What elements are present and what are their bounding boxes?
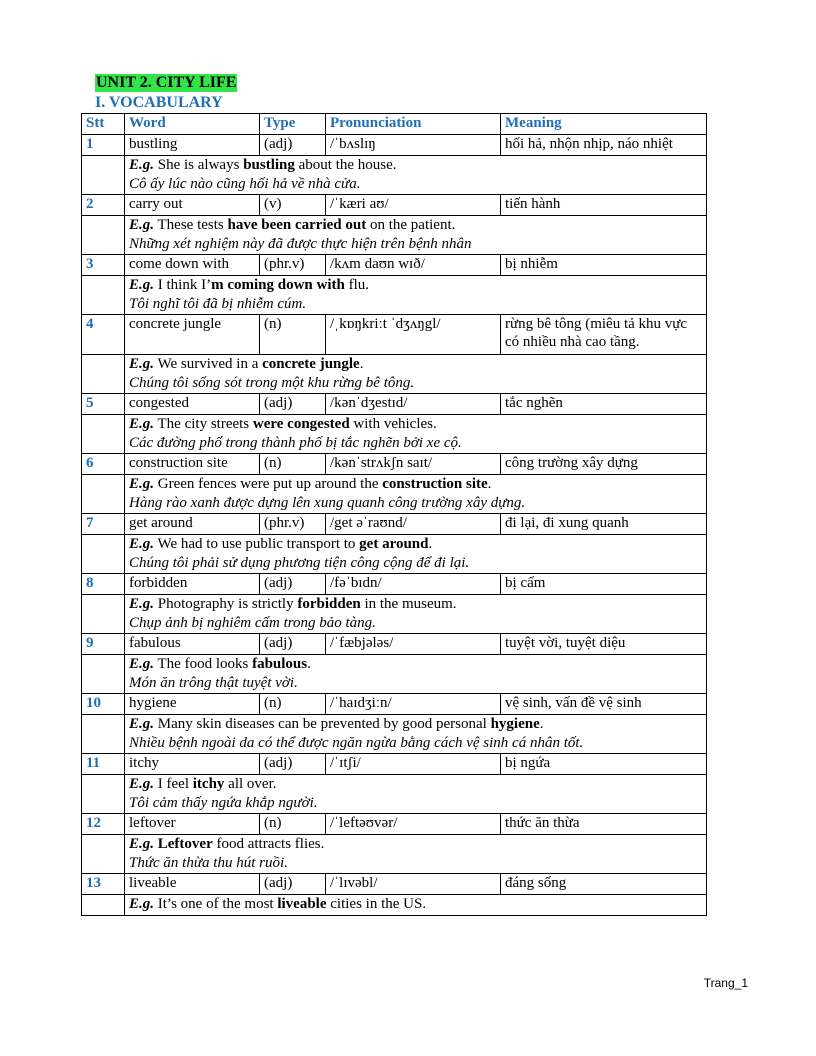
entry-number: 13 — [82, 874, 125, 895]
eg-label: E.g. — [129, 476, 155, 492]
example-cell — [125, 156, 707, 195]
entry-pronunciation: /fəˈbɪdn/ — [326, 574, 501, 595]
example-text-before: Photography is strictly — [157, 596, 298, 612]
example-keyword: forbidden — [297, 596, 361, 612]
vocabulary-body — [82, 135, 707, 916]
example-vietnamese: Nhiều bệnh ngoài da có thể được ngăn ngừa bằng cách vệ sinh cá nhân tốt. — [129, 735, 584, 751]
entry-word: forbidden — [125, 574, 260, 595]
example-cell — [125, 355, 707, 394]
example-spacer-cell — [82, 216, 125, 255]
example-vietnamese: Thức ăn thừa thu hút ruồi. — [129, 855, 288, 871]
example-cell — [125, 655, 707, 694]
entry-meaning: vệ sinh, vấn đề vệ sinh — [501, 694, 707, 715]
table-row — [82, 754, 707, 775]
example-text-before: The food looks — [157, 656, 253, 672]
table-row — [82, 454, 707, 475]
example-row — [82, 355, 707, 394]
example-text-after: . — [307, 656, 311, 672]
table-row — [82, 814, 707, 835]
entry-pronunciation: /ˈlɪvəbl/ — [326, 874, 501, 895]
example-vietnamese: Chụp ảnh bị nghiêm cấm trong bảo tàng. — [129, 615, 376, 631]
table-row — [82, 315, 707, 355]
entry-meaning: bị ngứa — [501, 754, 707, 775]
eg-label: E.g. — [129, 836, 155, 852]
example-text-before: The city streets — [157, 416, 253, 432]
header-type: Type — [260, 114, 326, 135]
example-row — [82, 775, 707, 814]
example-row — [82, 655, 707, 694]
example-english — [129, 156, 702, 175]
entry-number: 4 — [82, 315, 125, 355]
entry-word: leftover — [125, 814, 260, 835]
entry-meaning: tiến hành — [501, 195, 707, 216]
eg-label: E.g. — [129, 896, 155, 912]
example-cell — [125, 475, 707, 514]
table-row — [82, 874, 707, 895]
example-spacer-cell — [82, 655, 125, 694]
entry-meaning: công trường xây dựng — [501, 454, 707, 475]
table-header-row — [82, 114, 707, 135]
entry-number: 6 — [82, 454, 125, 475]
entry-type: (n) — [260, 814, 326, 835]
example-spacer-cell — [82, 156, 125, 195]
example-row — [82, 535, 707, 574]
entry-meaning: đi lại, đi xung quanh — [501, 514, 707, 535]
entry-type: (n) — [260, 694, 326, 715]
entry-word: hygiene — [125, 694, 260, 715]
entry-type: (adj) — [260, 874, 326, 895]
example-text-before: We had to use public transport to — [157, 536, 360, 552]
header-meaning: Meaning — [501, 114, 707, 135]
table-row — [82, 195, 707, 216]
example-row — [82, 156, 707, 195]
example-english — [129, 355, 702, 374]
example-cell — [125, 895, 707, 916]
example-keyword: construction site — [382, 476, 488, 492]
entry-pronunciation: /ˈhaɪdʒiːn/ — [326, 694, 501, 715]
example-text-after: . — [539, 716, 544, 732]
entry-type: (v) — [260, 195, 326, 216]
example-text-after: food attracts flies. — [212, 836, 325, 852]
entry-type: (adj) — [260, 394, 326, 415]
example-keyword: get around — [359, 536, 429, 552]
example-text-after: about the house. — [294, 157, 397, 173]
example-keyword: were congested — [252, 416, 350, 432]
entry-meaning: bị nhiễm — [501, 255, 707, 276]
example-row — [82, 895, 707, 916]
entry-type: (phr.v) — [260, 514, 326, 535]
eg-label: E.g. — [129, 536, 155, 552]
section-title: I. VOCABULARY — [95, 94, 223, 111]
example-keyword: itchy — [192, 776, 225, 792]
table-row — [82, 694, 707, 715]
unit-title: UNIT 2. CITY LIFE — [96, 74, 237, 91]
example-text-after: flu. — [344, 277, 370, 293]
example-vietnamese: Tôi cảm thấy ngứa khắp người. — [129, 795, 318, 811]
example-english — [129, 475, 702, 494]
entry-word: get around — [125, 514, 260, 535]
example-row — [82, 835, 707, 874]
entry-word: construction site — [125, 454, 260, 475]
example-vietnamese: Những xét nghiệm này đã được thực hiện trên bệnh nhân — [129, 236, 472, 252]
entry-pronunciation: /kənˈstrʌkʃn saɪt/ — [326, 454, 501, 475]
example-keyword: have been carried out — [227, 217, 367, 233]
example-text-after: all over. — [224, 776, 277, 792]
example-english — [129, 216, 702, 235]
eg-label: E.g. — [129, 157, 155, 173]
eg-label: E.g. — [129, 277, 155, 293]
example-text-before: Many skin diseases can be prevented by good personal — [157, 716, 491, 732]
entry-number: 5 — [82, 394, 125, 415]
example-keyword: fabulous — [252, 656, 308, 672]
example-text-before: She is always — [157, 157, 244, 173]
example-row — [82, 475, 707, 514]
eg-label: E.g. — [129, 776, 155, 792]
eg-label: E.g. — [129, 217, 155, 233]
entry-meaning: thức ăn thừa — [501, 814, 707, 835]
example-cell — [125, 415, 707, 454]
example-spacer-cell — [82, 595, 125, 634]
example-spacer-cell — [82, 835, 125, 874]
entry-meaning: hối hả, nhộn nhịp, náo nhiệt — [501, 135, 707, 156]
entry-meaning: đáng sống — [501, 874, 707, 895]
example-keyword: Leftover — [157, 836, 213, 852]
example-row — [82, 276, 707, 315]
entry-type: (phr.v) — [260, 255, 326, 276]
entry-number: 8 — [82, 574, 125, 595]
example-row — [82, 715, 707, 754]
entry-number: 3 — [82, 255, 125, 276]
entry-meaning: tắc nghẽn — [501, 394, 707, 415]
example-keyword: concrete jungle — [262, 356, 360, 372]
example-english — [129, 835, 702, 854]
header-word: Word — [125, 114, 260, 135]
header-pronunciation: Pronunciation — [326, 114, 501, 135]
example-row — [82, 595, 707, 634]
example-text-after: cities in the US. — [326, 896, 427, 912]
example-cell — [125, 595, 707, 634]
example-spacer-cell — [82, 475, 125, 514]
example-vietnamese: Chúng tôi sống sót trong một khu rừng bê tông. — [129, 375, 415, 391]
entry-type: (adj) — [260, 754, 326, 775]
table-row — [82, 634, 707, 655]
example-vietnamese: Chúng tôi phải sử dụng phương tiện công cộng để đi lại. — [129, 555, 470, 571]
example-text-before: These tests — [157, 217, 228, 233]
entry-word: liveable — [125, 874, 260, 895]
entry-word: bustling — [125, 135, 260, 156]
header-stt: Stt — [82, 114, 125, 135]
vocabulary-table — [81, 113, 707, 916]
entry-type: (n) — [260, 454, 326, 475]
eg-label: E.g. — [129, 596, 155, 612]
example-vietnamese: Các đường phố trong thành phố bị tắc nghẽn bởi xe cộ. — [129, 435, 462, 451]
eg-label: E.g. — [129, 656, 155, 672]
example-english — [129, 415, 702, 434]
entry-word: fabulous — [125, 634, 260, 655]
example-cell — [125, 715, 707, 754]
example-english — [129, 655, 702, 674]
eg-label: E.g. — [129, 356, 155, 372]
entry-pronunciation: /ˈɪtʃi/ — [326, 754, 501, 775]
example-english — [129, 595, 702, 614]
example-text-after: . — [487, 476, 492, 492]
entry-meaning: rừng bê tông (miêu tả khu vực có nhiều nhà cao tầng. — [501, 315, 707, 355]
example-vietnamese: Cô ấy lúc nào cũng hối hả về nhà cửa. — [129, 176, 361, 192]
table-row — [82, 574, 707, 595]
entry-type: (adj) — [260, 135, 326, 156]
example-text-after: with vehicles. — [349, 416, 437, 432]
example-text-after: . — [428, 536, 433, 552]
example-keyword: liveable — [277, 896, 327, 912]
example-text-before: Green fences were put up around the — [157, 476, 383, 492]
example-keyword: hygiene — [490, 716, 540, 732]
example-english — [129, 895, 702, 914]
example-text-before: I think I’ — [157, 277, 212, 293]
entry-number: 11 — [82, 754, 125, 775]
entry-meaning: bị cấm — [501, 574, 707, 595]
entry-number: 1 — [82, 135, 125, 156]
example-cell — [125, 276, 707, 315]
example-vietnamese: Món ăn trông thật tuyệt vời. — [129, 675, 298, 691]
example-keyword: bustling — [243, 157, 295, 173]
example-row — [82, 415, 707, 454]
entry-pronunciation: /ˈbʌslɪŋ — [326, 135, 501, 156]
eg-label: E.g. — [129, 716, 155, 732]
table-row — [82, 514, 707, 535]
entry-meaning: tuyệt vời, tuyệt diệu — [501, 634, 707, 655]
entry-number: 7 — [82, 514, 125, 535]
example-spacer-cell — [82, 715, 125, 754]
example-keyword: m coming down with — [211, 277, 345, 293]
example-text-before: We survived in a — [157, 356, 263, 372]
entry-word: concrete jungle — [125, 315, 260, 355]
example-english — [129, 715, 702, 734]
example-cell — [125, 535, 707, 574]
entry-type: (n) — [260, 315, 326, 355]
example-english — [129, 276, 702, 295]
entry-pronunciation: /ˈfæbjələs/ — [326, 634, 501, 655]
example-cell — [125, 216, 707, 255]
example-text-after: in the museum. — [360, 596, 457, 612]
example-english — [129, 535, 702, 554]
example-cell — [125, 775, 707, 814]
example-english — [129, 775, 702, 794]
entry-type: (adj) — [260, 634, 326, 655]
example-spacer-cell — [82, 355, 125, 394]
example-vietnamese: Tôi nghĩ tôi đã bị nhiễm cúm. — [129, 296, 307, 312]
page-footer: Trang_1 — [703, 976, 748, 990]
example-cell — [125, 835, 707, 874]
entry-word: itchy — [125, 754, 260, 775]
entry-number: 9 — [82, 634, 125, 655]
example-spacer-cell — [82, 895, 125, 916]
example-text-after: on the patient. — [366, 217, 456, 233]
entry-number: 2 — [82, 195, 125, 216]
entry-pronunciation: /ˌkɒŋkriːt ˈdʒʌŋgl/ — [326, 315, 501, 355]
eg-label: E.g. — [129, 416, 155, 432]
entry-number: 12 — [82, 814, 125, 835]
entry-pronunciation: /get əˈraʊnd/ — [326, 514, 501, 535]
entry-pronunciation: /ˈleftəʊvər/ — [326, 814, 501, 835]
entry-word: congested — [125, 394, 260, 415]
entry-word: come down with — [125, 255, 260, 276]
example-text-before: I feel — [157, 776, 193, 792]
table-row — [82, 135, 707, 156]
example-spacer-cell — [82, 775, 125, 814]
entry-pronunciation: /ˈkæri aʊ/ — [326, 195, 501, 216]
example-row — [82, 216, 707, 255]
table-row — [82, 394, 707, 415]
entry-word: carry out — [125, 195, 260, 216]
table-row — [82, 255, 707, 276]
example-spacer-cell — [82, 415, 125, 454]
example-text-after: . — [359, 356, 364, 372]
example-spacer-cell — [82, 535, 125, 574]
entry-pronunciation: /kʌm daʊn wɪð/ — [326, 255, 501, 276]
entry-type: (adj) — [260, 574, 326, 595]
entry-number: 10 — [82, 694, 125, 715]
example-text-before: It’s one of the most — [157, 896, 278, 912]
example-vietnamese: Hàng rào xanh được dựng lên xung quanh công trường xây dựng. — [129, 495, 526, 511]
entry-pronunciation: /kənˈdʒestɪd/ — [326, 394, 501, 415]
example-spacer-cell — [82, 276, 125, 315]
